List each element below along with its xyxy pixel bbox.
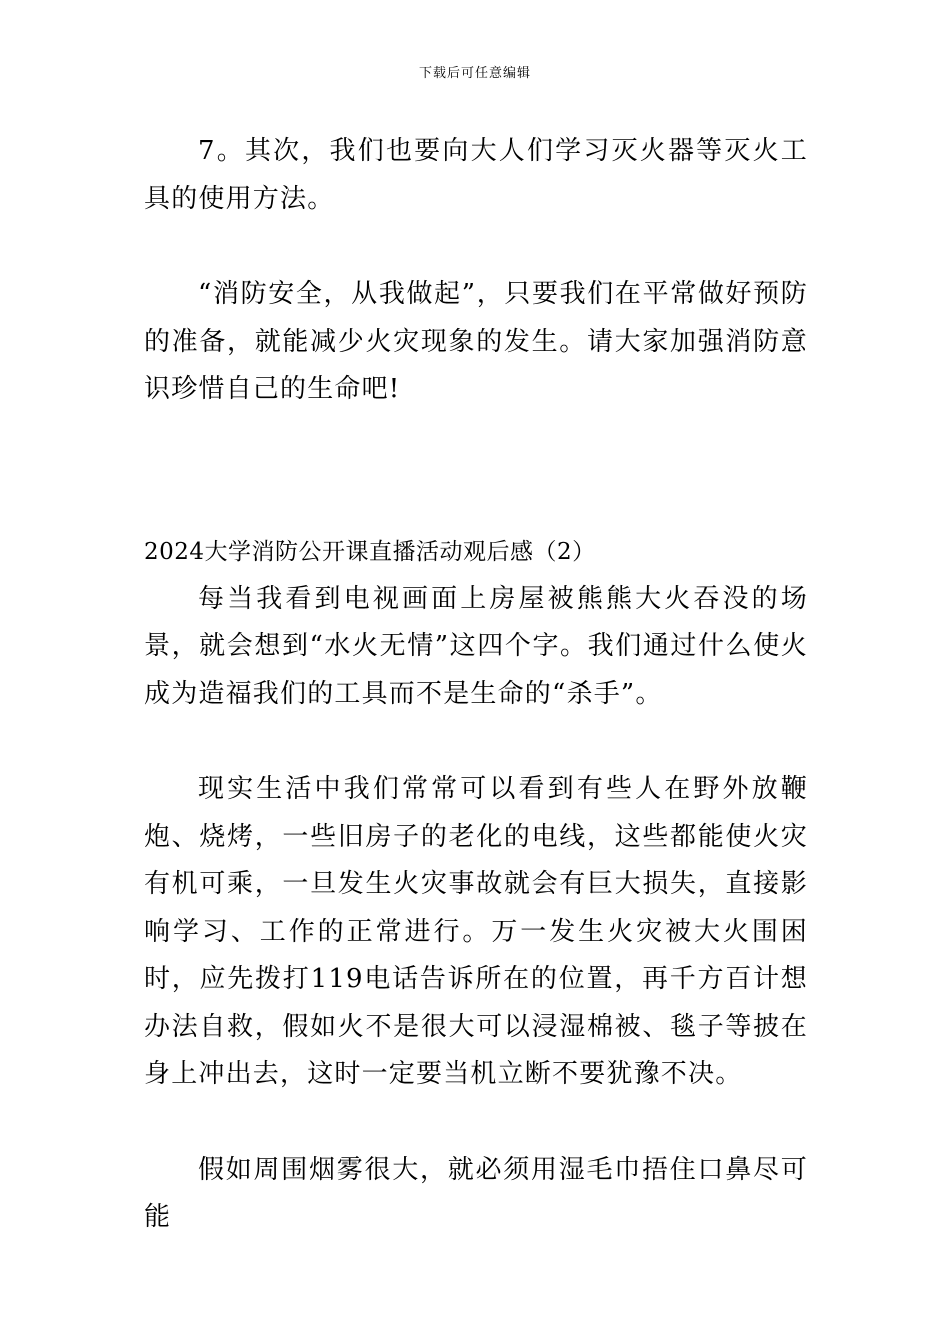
paragraph-fire-extinguisher: 7。其次，我们也要向大人们学习灭火器等灭火工具的使用方法。 [144,136,808,214]
section-spacer [144,414,808,532]
paragraph-spacer [144,718,808,766]
paragraph-tv-fire-scene: 每当我看到电视画面上房屋被熊熊大火吞没的场景，就会想到“水火无情”这四个字。我们通过什么使火成为造福我们的工具而不是生命的“杀手”。 [144,583,808,709]
paragraph-spacer [144,1099,808,1147]
page-header-note: 下载后可任意编辑 [418,66,531,81]
paragraph-spacer [144,223,808,271]
section-title: 2024大学消防公开课直播活动观后感（2） [144,538,596,565]
paragraph-fire-causes-and-escape: 现实生活中我们常常可以看到有些人在野外放鞭炮、烧烤，一些旧房子的老化的电线，这些都能使火灾有机可乘，一旦发生火灾事故就会有巨大损失，直接影响学习、工作的正常进行。万一发生火灾被大火围困时，应先拨打119电话告诉所在的位置，再千方百计想办法自救，假如火不是很大可以浸湿棉被、毯子等披在身上冲出去，这时一定要当机立断不要犹豫不决。 [144,774,808,1089]
document-body [144,128,808,1242]
paragraph-fire-safety-slogan: “消防安全，从我做起”，只要我们在平常做好预防的准备，就能减少火灾现象的发生。请大家加强消防意识珍惜自己的生命吧! [144,279,808,404]
paragraph-smoke-advice: 假如周围烟雾很大，就必须用湿毛巾捂住口鼻尽可能 [144,1154,808,1232]
